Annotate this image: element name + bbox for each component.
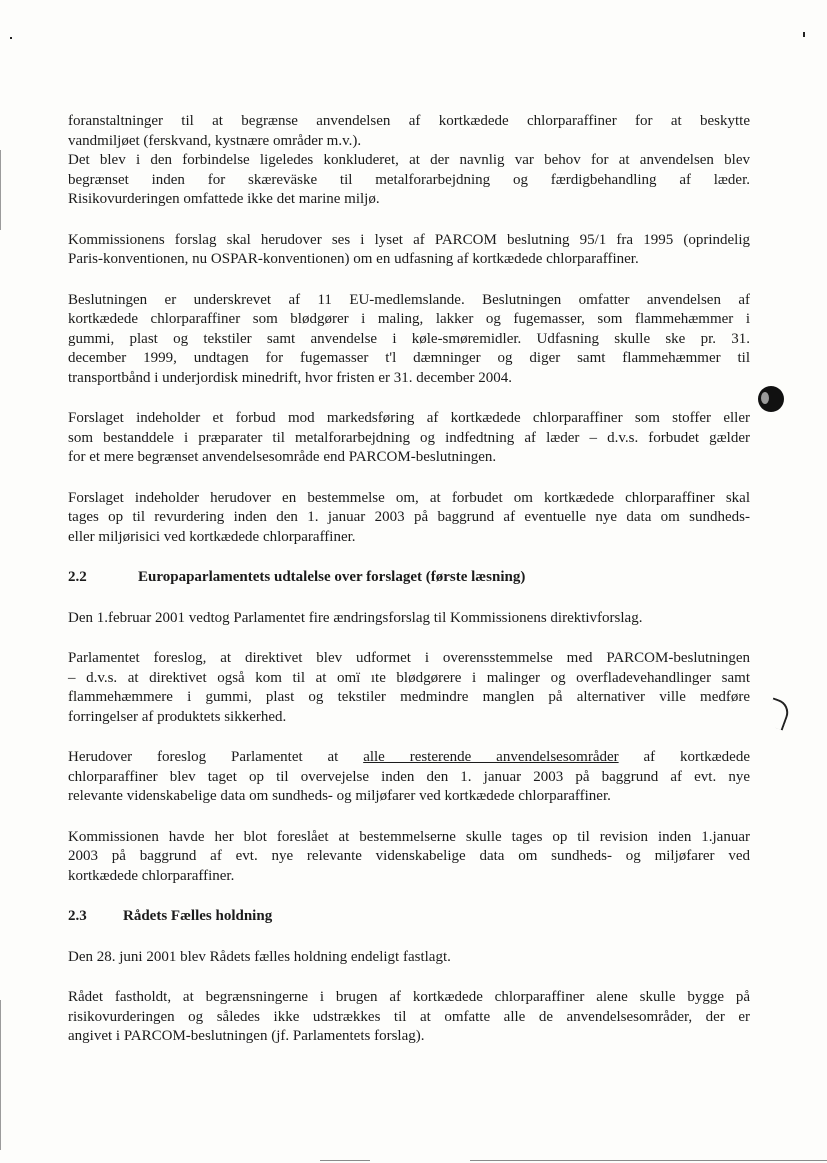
text-line: Den 1.februar 2001 vedtog Parlamentet fire ændringsforslag til Kommissionens direktivforslag. xyxy=(68,609,643,626)
paragraph-ban xyxy=(68,409,750,468)
text-line: december 1999, undtagen for fugemasser t'l dæmninger og diger samt flammehæmmer til xyxy=(68,350,750,366)
section-number: 2.3 xyxy=(68,908,87,924)
text-line: flammehæmmere i gummi, plast og tekstiler medmindre manglen på alternativer ville medføre xyxy=(68,689,750,705)
section-number: 2.2 xyxy=(68,569,87,585)
section-title: Rådets Fælles holdning xyxy=(123,908,273,924)
scan-bottom-edge xyxy=(470,1160,827,1161)
text-line: Paris-konventionen, nu OSPAR-konventionen) om en udfasning af kortkædede chlorparaffiner. xyxy=(68,251,639,267)
text-line: relevante videnskabelige data om sundheds- og miljøfarer ved kortkædede chlorparaffiner. xyxy=(68,788,611,804)
text-line: forringelser af produktets sikkerhed. xyxy=(68,708,287,725)
text-line: begrænset inden for skæreväske til metalforarbejdning og færdigbehandling af læder. xyxy=(68,171,750,188)
scan-edge-left-lower xyxy=(0,1000,1,1150)
paragraph-review xyxy=(68,489,750,548)
paragraph-commission-proposal xyxy=(68,828,750,887)
scan-edge-left xyxy=(0,150,1,230)
scan-speck xyxy=(803,32,805,37)
text-line: kortkædede chlorparaffiner. xyxy=(68,867,235,884)
paragraph-parliament-proposal xyxy=(68,649,750,727)
text-line: Det blev i den forbindelse ligeledes konkluderet, at der navnlig var behov for at anvendelsen blev xyxy=(68,152,750,168)
text-line: Kommissionens forslag skal herudover ses i lyset af PARCOM beslutning 95/1 fra 1995 (oprindelig xyxy=(68,231,750,248)
text-line: Den 28. juni 2001 blev Rådets fælles holdning endeligt fastlagt. xyxy=(68,948,451,965)
paragraph-council-date xyxy=(68,948,750,968)
section-heading-2-3 xyxy=(68,907,750,927)
text-run: af kortkædede xyxy=(618,749,750,765)
text-line: risikovurderingen og således ikke udstrækkes til at omfatte alle de anvendelsesområder, der er xyxy=(68,1008,750,1025)
text-line: Forslaget indeholder herudover en bestemmelse om, at forbudet om kortkædede chlorparaffiner skal xyxy=(68,489,750,506)
text-line: gummi, plast og tekstiler samt anvendelse i køle-smøremidler. Udfasning skulle ske pr. 31. xyxy=(68,330,750,347)
text-line: vandmiljøet (ferskvand, kystnære områder m.v.). xyxy=(68,132,362,149)
paragraph-remaining-uses xyxy=(68,748,750,807)
text-line: kortkædede chlorparaffiner som blødgører i maling, lakker og fugemasser, som flammehæmmer i xyxy=(68,311,750,327)
scan-speck xyxy=(10,37,12,39)
text-line: chlorparaffiner blev taget op til overvejelse inden den 1. januar 2003 på baggrund af evt. nye xyxy=(68,768,750,785)
text-line: 2003 på baggrund af evt. nye relevante videnskabelige data om sundheds- og miljøfarer ved xyxy=(68,848,750,864)
text-line: som bestanddele i præparater til metalforarbejdning og indfedtning af læder – d.v.s. forbudet gælder xyxy=(68,429,750,446)
text-line: Forslaget indeholder et forbud mod markedsføring af kortkædede chlorparaffiner som stoffer eller xyxy=(68,410,750,426)
document-page xyxy=(68,112,750,1047)
text-line: Kommissionen havde her blot foreslået at bestemmelserne skulle tages op til revision inden 1.januar xyxy=(68,828,750,845)
section-heading-2-2 xyxy=(68,568,750,588)
paragraph-decision xyxy=(68,291,750,389)
text-line: Rådet fastholdt, at begrænsningerne i brugen af kortkædede chlorparaffiner alene skulle bygge på xyxy=(68,989,750,1005)
text-line xyxy=(68,748,750,768)
text-line: for et mere begrænset anvendelsesområde end PARCOM-beslutningen. xyxy=(68,449,497,465)
page-curl-mark xyxy=(764,697,792,730)
text-run: Herudover foreslog Parlamentet at xyxy=(68,749,364,765)
text-line: eller miljørisici ved kortkædede chlorparaffiner. xyxy=(68,528,356,545)
punch-hole-mark xyxy=(758,386,784,412)
paragraph-conclusion xyxy=(68,151,750,210)
paragraph-parliament-vote xyxy=(68,609,750,629)
text-line: foranstaltninger til at begrænse anvendelsen af kortkædede chlorparaffiner for at beskytte xyxy=(68,113,750,129)
text-line: angivet i PARCOM-beslutningen (jf. Parlamentets forslag). xyxy=(68,1028,425,1044)
text-line: transportbånd i underjordisk minedrift, hvor fristen er 31. december 2004. xyxy=(68,369,513,386)
paragraph-parcom xyxy=(68,231,750,270)
underlined-phrase: alle resterende anvendelsesområder xyxy=(363,749,619,765)
paragraph-council-position xyxy=(68,988,750,1047)
scan-bottom-edge xyxy=(320,1160,370,1161)
text-line: – d.v.s. at direktivet også kom til at omï ıte blødgørere i malinger og overfladevehandlinger samt xyxy=(68,669,750,686)
text-line: Parlamentet foreslog, at direktivet blev udformet i overensstemmelse med PARCOM-beslutningen xyxy=(68,650,750,666)
text-line: tages op til revurdering inden den 1. januar 2003 på baggrund af eventuelle nye data om sundheds- xyxy=(68,509,750,525)
text-line: Risikovurderingen omfattede ikke det marine miljø. xyxy=(68,191,380,207)
text-line: Beslutningen er underskrevet af 11 EU-medlemslande. Beslutningen omfatter anvendelsen af xyxy=(68,291,750,308)
paragraph-measures xyxy=(68,112,750,151)
section-title: Europaparlamentets udtalelse over forslaget (første læsning) xyxy=(138,569,526,585)
